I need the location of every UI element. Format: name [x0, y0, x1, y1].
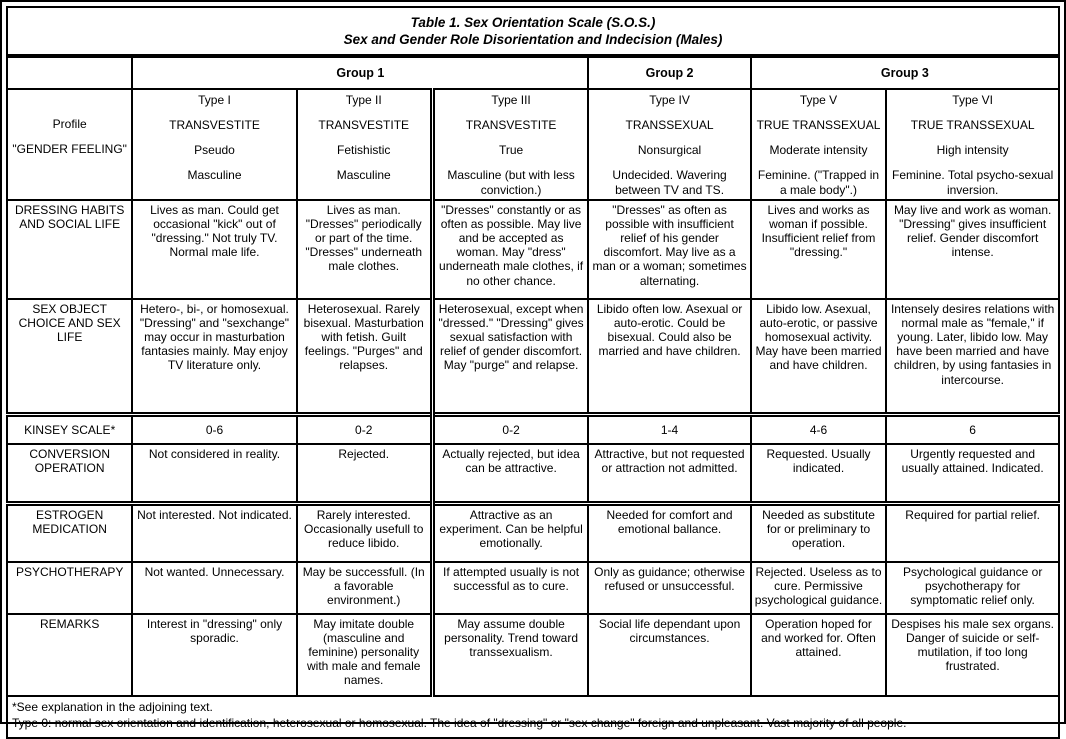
footnote-cell	[7, 696, 1059, 738]
type-number: Type V	[799, 93, 838, 107]
group-header-row	[7, 56, 1059, 89]
table-cell: May be successfull. (In a favorable environment.)	[297, 562, 433, 614]
table-cell: Heterosexual, except when "dressed." "Dressing" gives sexual satisfaction with relief of gender discomfort. May "purge" and relapse.	[432, 299, 588, 415]
row-label-conversion: CONVERSION OPERATION	[7, 444, 132, 504]
type-desc: Feminine. ("Trapped in a male body".)	[757, 168, 880, 197]
type-number: Type IV	[649, 93, 690, 107]
group-header-empty	[7, 56, 132, 89]
group-header-3: Group 3	[751, 56, 1059, 89]
table-row-psychotherapy	[7, 562, 1059, 614]
table-cell: Lives and works as woman if possible. Insufficient relief from "dressing."	[751, 200, 887, 299]
row-label-remarks: REMARKS	[7, 614, 132, 696]
table-cell: Urgently requested and usually attained. Indicated.	[886, 444, 1059, 504]
type-header-1	[132, 89, 296, 200]
row-label-estrogen: ESTROGEN MEDICATION	[7, 503, 132, 562]
type-desc: Feminine. Total psycho-sexual inversion.	[892, 168, 1054, 197]
type-header-3	[432, 89, 588, 200]
table-cell: Rarely interested. Occasionally usefull to reduce libido.	[297, 503, 433, 562]
row-label-dressing: DRESSING HABITS AND SOCIAL LIFE	[7, 200, 132, 299]
table-title	[7, 7, 1059, 56]
table-row-conversion	[7, 444, 1059, 504]
profile-label-line2: "GENDER FEELING"	[12, 142, 127, 157]
table-cell: 6	[886, 414, 1059, 444]
footnote-row	[7, 696, 1059, 738]
type-desc: Masculine (but with less conviction.)	[447, 168, 575, 197]
table-cell: May imitate double (masculine and feminine) personality with male and female names.	[297, 614, 433, 696]
type-subtitle: Pseudo	[194, 143, 235, 158]
type-name: TRANSVESTITE	[465, 118, 557, 133]
row-label-psychotherapy: PSYCHOTHERAPY	[7, 562, 132, 614]
table-cell: Lives as man. Could get occasional "kick" out of "dressing." Not truly TV. Normal male life.	[132, 200, 296, 299]
table-cell: Not interested. Not indicated.	[132, 503, 296, 562]
sos-table	[6, 6, 1060, 739]
type-name: TRANSVESTITE	[169, 118, 260, 133]
table-cell: Lives as man. "Dresses" periodically or part of the time. "Dresses" underneath male clothes.	[297, 200, 433, 299]
type-subtitle: Nonsurgical	[637, 143, 702, 158]
table-title-line2: Sex and Gender Role Disorientation and Indecision (Males)	[343, 31, 723, 47]
type-desc: Masculine	[336, 168, 391, 183]
table-cell: "Dresses" constantly or as often as possible. May live and be accepted as woman. May "dress" underneath male clothes, if no other chance.	[432, 200, 588, 299]
table-cell: May live and work as woman. "Dressing" gives insufficient relief. Gender discomfort intense.	[886, 200, 1059, 299]
table-cell: Hetero-, bi-, or homosexual. "Dressing" and "sexchange" may occur in masturbation fantasies mainly. May enjoy TV literature only.	[132, 299, 296, 415]
row-label-kinsey: KINSEY SCALE*	[7, 414, 132, 444]
type-subtitle: High intensity	[936, 143, 1009, 158]
table-cell: If attempted usually is not successful as to cure.	[432, 562, 588, 614]
type-number: Type III	[491, 93, 531, 107]
profile-label-spacer	[11, 92, 128, 106]
table-cell: May assume double personality. Trend toward transsexualism.	[432, 614, 588, 696]
table-cell: Intensely desires relations with normal male as "female," if young. Later, libido low. May have been married and have children, by using fantasies in intercourse.	[886, 299, 1059, 415]
type-header-6	[886, 89, 1059, 200]
table-cell: Required for partial relief.	[886, 503, 1059, 562]
type-subtitle: Fetishistic	[337, 143, 391, 158]
table-row-remarks	[7, 614, 1059, 696]
type-name: TRANSVESTITE	[318, 118, 410, 133]
type-desc: Masculine	[187, 168, 242, 183]
group-header-1: Group 1	[132, 56, 588, 89]
table-cell: 0-2	[432, 414, 588, 444]
table-cell: Psychological guidance or psychotherapy for symptomatic relief only.	[886, 562, 1059, 614]
row-label-profile	[7, 89, 132, 200]
title-row	[7, 7, 1059, 56]
type-name: TRUE TRANSSEXUAL	[756, 118, 881, 133]
table-cell: Rejected.	[297, 444, 433, 504]
table-cell: 1-4	[588, 414, 750, 444]
type-number: Type VI	[952, 93, 993, 107]
table-cell: Social life dependant upon circumstances.	[588, 614, 750, 696]
table-cell: 0-6	[132, 414, 296, 444]
table-cell: Interest in "dressing" only sporadic.	[132, 614, 296, 696]
type-subtitle: Moderate intensity	[769, 143, 868, 158]
table-cell: "Dresses" as often as possible with insufficient relief of his gender discomfort. May live as a man or a woman; sometimes alternating.	[588, 200, 750, 299]
table-row-sex-object	[7, 299, 1059, 415]
table-cell: Libido low. Asexual, auto-erotic, or passive homosexual activity. May have been married and have children.	[751, 299, 887, 415]
table-cell: Despises his male sex organs. Danger of suicide or self-mutilation, if too long frustrated.	[886, 614, 1059, 696]
table-row-dressing	[7, 200, 1059, 299]
table-cell: Attractive, but not requested or attraction not admitted.	[588, 444, 750, 504]
type-header-5	[751, 89, 887, 200]
type-desc: Undecided. Wavering between TV and TS.	[612, 168, 727, 197]
table-cell: Requested. Usually indicated.	[751, 444, 887, 504]
group-header-2: Group 2	[588, 56, 750, 89]
type-number: Type II	[345, 93, 382, 107]
table-row-kinsey	[7, 414, 1059, 444]
table-row-estrogen	[7, 503, 1059, 562]
profile-label-line1: Profile	[52, 117, 87, 131]
type-name: TRANSSEXUAL	[625, 118, 714, 133]
table-cell: Only as guidance; otherwise refused or unsuccessful.	[588, 562, 750, 614]
footnote-line2: Type 0: normal sex orientation and identification, heterosexual or homosexual. The idea of "dressing" or "sex change" foreign and unpleasant. Vast majority of all people.	[12, 715, 907, 730]
row-label-sex-object: SEX OBJECT CHOICE AND SEX LIFE	[7, 299, 132, 415]
table-cell: Needed for comfort and emotional ballance.	[588, 503, 750, 562]
table-cell: Heterosexual. Rarely bisexual. Masturbation with fetish. Guilt feelings. "Purges" and relapses.	[297, 299, 433, 415]
type-header-2	[297, 89, 433, 200]
table-cell: Not considered in reality.	[132, 444, 296, 504]
table-cell: 0-2	[297, 414, 433, 444]
footnote-line1: *See explanation in the adjoining text.	[12, 699, 213, 714]
table-cell: Attractive as an experiment. Can be helpful emotionally.	[432, 503, 588, 562]
type-subtitle: True	[498, 143, 524, 158]
table-cell: Actually rejected, but idea can be attractive.	[432, 444, 588, 504]
profile-row	[7, 89, 1059, 200]
table-cell: Operation hoped for and worked for. Often attained.	[751, 614, 887, 696]
table-cell: Needed as substitute for or preliminary to operation.	[751, 503, 887, 562]
type-header-4	[588, 89, 750, 200]
table-cell: 4-6	[751, 414, 887, 444]
type-number: Type I	[198, 93, 231, 107]
table-cell: Libido often low. Asexual or auto-erotic. Could be bisexual. Could also be married and have children.	[588, 299, 750, 415]
table-cell: Not wanted. Unnecessary.	[132, 562, 296, 614]
table-cell: Rejected. Useless as to cure. Permissive psychological guidance.	[751, 562, 887, 614]
table-title-line1: Table 1. Sex Orientation Scale (S.O.S.)	[410, 14, 656, 30]
type-name: TRUE TRANSSEXUAL	[910, 118, 1035, 133]
